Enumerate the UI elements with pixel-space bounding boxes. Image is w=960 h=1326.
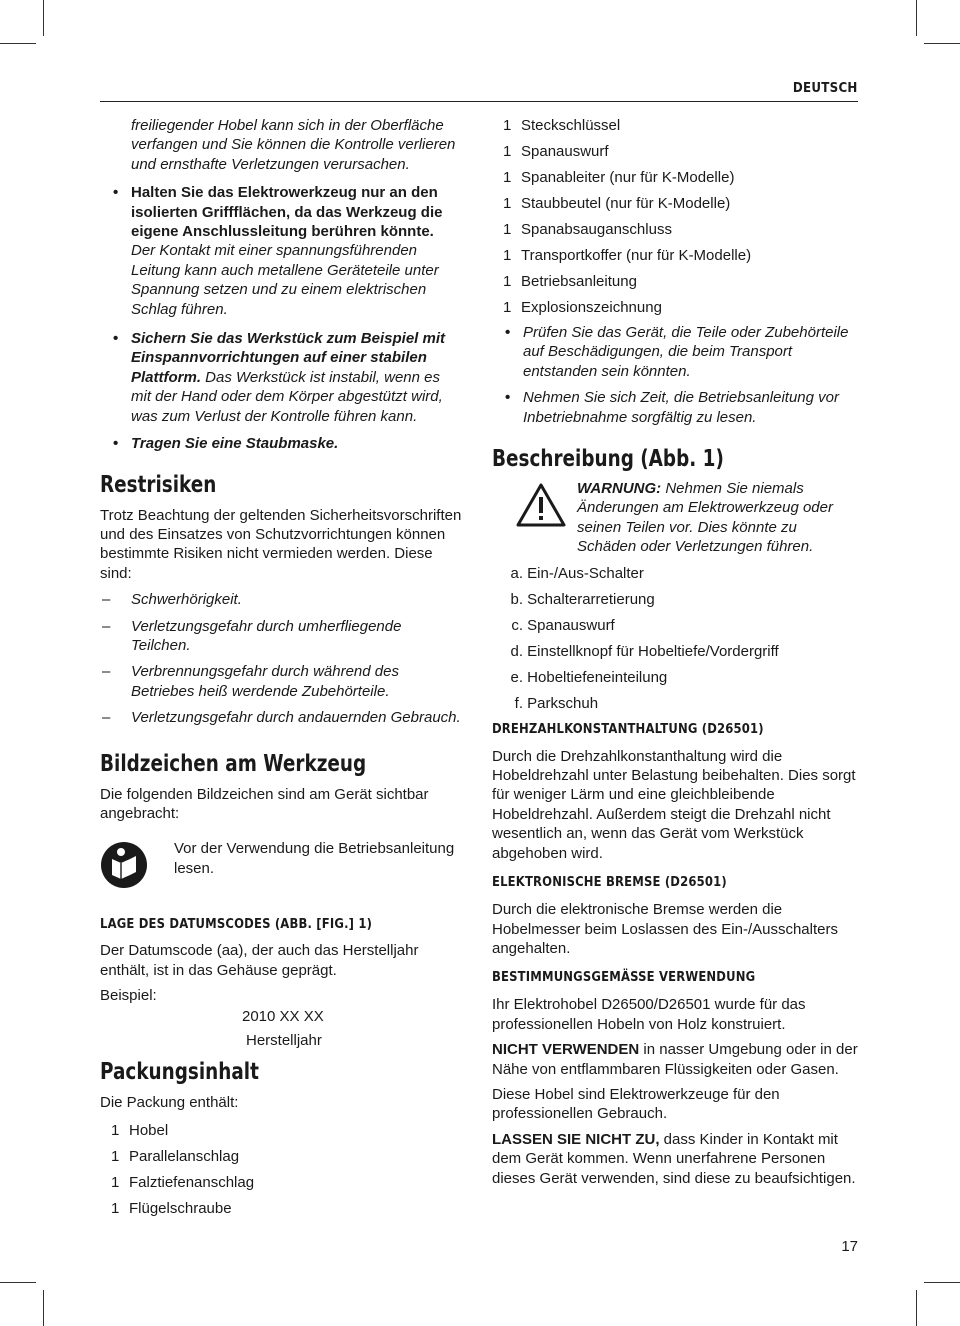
part-label: Parkschuh (527, 694, 599, 712)
bullet-dot: • (113, 435, 119, 453)
package-item (100, 1173, 462, 1192)
bullet-bold: Halten Sie das Elektrowerkzeug nur an den isolierten Griffflächen, da das Werkzeug die eigene Anschlussleitung berühren könnte. (131, 184, 443, 241)
risk-item-text: Verletzungsgefahr durch umherfliegende Teilchen. (131, 617, 402, 654)
example-value: 2010 XX XX (242, 1008, 324, 1026)
crop-mark (0, 1282, 36, 1283)
part-item (492, 616, 860, 635)
bullet-bold: Sichern Sie das Werkstück zum Beispiel mit Einspannvorrichtungen auf einer stabilen Plattform. (131, 330, 446, 386)
section-title-drehzahl: DREHZAHLKONSTANTHALTUNG (D26501) (492, 720, 764, 737)
body: in nasser Umgebung oder in der Nähe von entflammbaren Flüssigkeiten oder Gasen. (492, 1041, 858, 1078)
section-title-bildzeichen: Bildzeichen am Werkzeug (100, 750, 367, 777)
part-label: Schalterarretierung (527, 590, 655, 608)
part-key: b. (510, 590, 523, 608)
symbol-row (100, 841, 462, 901)
bullet-text: Prüfen Sie das Gerät, die Teile oder Zubehörteile auf Beschädigungen, die beim Transport entstanden sein könnten. (523, 324, 849, 380)
package-item (492, 168, 860, 187)
intro-text: freiliegender Hobel kann sich in der Oberfläche verfangen und Sie können die Kontrolle verlieren und ernsthafte Verletzungen verursachen. (131, 117, 456, 173)
body: dass Kinder in Kontakt mit dem Gerät kommen. Wenn unerfahrene Personen dieses Gerät verwenden, sind diese zu beaufsichtigen. (492, 1130, 856, 1187)
bullet-dot: • (113, 184, 119, 202)
section-title-verwendung: BESTIMMUNGSGEMÄSSE VERWENDUNG (492, 969, 756, 986)
package-list (100, 1121, 462, 1218)
bullet-text: Nehmen Sie sich Zeit, die Betriebsanleitung vor Inbetriebnahme sorgfältig zu lesen. (523, 389, 839, 426)
bullet-text: Der Kontakt mit einer spannungsführenden Leitung kann auch metallene Geräteteile unter Spannung setzen und zu einem elektrischen Schlag führen. (131, 242, 439, 318)
section-title-restrisiken: Restrisiken (100, 471, 217, 498)
datumscode-text: Der Datumscode (aa), der auch das Herstelljahr enthält, ist in das Gehäuse geprägt. (100, 942, 419, 979)
section-title-bremse: ELEKTRONISCHE BREMSE (D26501) (492, 874, 727, 891)
part-key: c. (511, 616, 523, 634)
item-count: 1 (503, 169, 512, 186)
restrisiken-text: Trotz Beachtung der geltenden Sicherheitsvorschriften und des Einsatzes von Schutzvorrichtungen können bestimmte Risiken nicht vermieden werden. Diese sind: (100, 506, 462, 582)
risk-list (100, 590, 462, 727)
package-list-continued (492, 116, 860, 317)
verwendung-text-1: Ihr Elektrohobel D26500/D26501 wurde für das professionellen Hobeln von Holz konstruiert. (492, 996, 806, 1033)
risk-item: – Verletzungsgefahr durch umherfliegende Teilchen. (102, 617, 402, 654)
package-item (100, 1121, 462, 1140)
item-count: 1 (503, 117, 512, 134)
symbol-text: Vor der Verwendung die Betriebsanleitung lesen. (174, 840, 455, 877)
verwendung-text-3: Diese Hobel sind Elektrowerkzeuge für den professionellen Gebrauch. (492, 1085, 780, 1123)
part-item (492, 694, 860, 713)
bullet-text: Das Werkstück ist instabil, wenn es mit der Hand oder dem Körper abgestützt wird, was zum Verlust der Kontrolle führen kann. (131, 368, 443, 425)
crop-mark (43, 0, 44, 36)
packung-text: Die Packung enthält: (100, 1094, 239, 1112)
item-count: 1 (503, 221, 512, 238)
safety-bullet (100, 329, 462, 426)
part-item (492, 642, 860, 661)
part-key: d. (510, 642, 523, 660)
crop-mark (924, 43, 960, 44)
right-column (492, 116, 860, 1188)
warning-block (492, 479, 860, 557)
package-item (492, 246, 860, 265)
item-count: 1 (503, 299, 512, 316)
item-label: Explosionszeichnung (521, 299, 662, 316)
item-label: Flügelschraube (129, 1199, 232, 1217)
check-bullet: • Prüfen Sie das Gerät, die Teile oder Zubehörteile auf Beschädigungen, die beim Transport entstanden sein könnten. (505, 324, 849, 380)
part-key: e. (510, 668, 523, 686)
check-bullet: • Nehmen Sie sich Zeit, die Betriebsanleitung vor Inbetriebnahme sorgfältig zu lesen. (505, 389, 839, 426)
drehzahl-text: Durch die Drehzahlkonstanthaltung wird die Hobeldrehzahl unter Belastung beibehalten. Dies sorgt für weniger Lärm und eine gleichbleibende Hobeldrehzahl. Außerdem steigt die Drehzahl nicht wesentlich an, wenn das Gerät vom Werkstück abgehoben wird. (492, 747, 856, 862)
item-count: 1 (111, 1121, 120, 1139)
item-count: 1 (503, 247, 512, 264)
safety-bullets (100, 183, 462, 453)
item-label: Spanauswurf (521, 143, 609, 160)
package-item (492, 272, 860, 291)
section-title-packung: Packungsinhalt (100, 1059, 259, 1086)
crop-mark (43, 1290, 44, 1326)
part-item (492, 564, 860, 583)
item-label: Spanableiter (nur für K-Modelle) (521, 169, 735, 186)
item-label: Spanabsauganschluss (521, 221, 672, 238)
crop-mark (0, 43, 36, 44)
package-item (492, 116, 860, 135)
part-key: a. (510, 564, 523, 582)
item-label: Hobel (129, 1121, 169, 1139)
emphasis: LASSEN SIE NICHT ZU, (492, 1130, 660, 1148)
warning-triangle-icon (516, 483, 566, 527)
item-label: Steckschlüssel (521, 117, 621, 134)
verwendung-text-4 (492, 1130, 860, 1188)
part-label: Hobeltiefeneinteilung (527, 668, 668, 686)
crop-mark (916, 0, 917, 36)
crop-mark (924, 1282, 960, 1283)
item-label: Betriebsanleitung (521, 273, 637, 290)
section-title-beschreibung: Beschreibung (Abb. 1) (492, 446, 724, 473)
bullet-dot: • (113, 330, 119, 348)
item-count: 1 (503, 143, 512, 160)
item-label: Falztiefenanschlag (129, 1173, 255, 1191)
item-count: 1 (111, 1173, 120, 1191)
example-block (100, 986, 462, 1048)
safety-bullet (100, 434, 462, 453)
warning-text (577, 479, 860, 557)
item-label: Transportkoffer (nur für K-Modelle) (521, 247, 752, 264)
risk-item: – Schwerhörigkeit. (102, 591, 242, 609)
risk-item: – Verletzungsgefahr durch andauernden Gebrauch. (102, 709, 461, 727)
header-rule (100, 101, 858, 102)
warning-label: WARNUNG: (577, 480, 662, 498)
part-item (492, 668, 860, 687)
example-caption: Herstelljahr (246, 1032, 322, 1050)
risk-item-text: Verbrennungsgefahr durch während des Betriebes heiß werdende Zubehörteile. (131, 663, 399, 700)
safety-bullet (100, 183, 462, 319)
part-label: Ein-/Aus-Schalter (527, 564, 644, 582)
risk-item-text: Schwerhörigkeit. (131, 591, 242, 609)
part-item (492, 590, 860, 609)
section-title-datumscode: LAGE DES DATUMSCODES (ABB. [FIG.] 1) (100, 916, 373, 933)
package-item (492, 220, 860, 239)
item-count: 1 (111, 1147, 120, 1165)
left-column (100, 116, 462, 1225)
package-item (492, 298, 860, 317)
package-item (492, 142, 860, 161)
item-count: 1 (111, 1199, 120, 1217)
check-bullets (492, 323, 860, 427)
bullet-bold: Tragen Sie eine Staubmaske. (131, 435, 339, 453)
read-manual-icon (100, 841, 148, 889)
item-count: 1 (503, 195, 512, 212)
part-label: Spanauswurf (527, 616, 615, 634)
part-key: f. (514, 694, 523, 712)
item-label: Parallelanschlag (129, 1147, 240, 1165)
verwendung-text-2 (492, 1040, 860, 1079)
package-item (492, 194, 860, 213)
emphasis: NICHT VERWENDEN (492, 1041, 640, 1059)
parts-list (492, 564, 860, 713)
warning-body: Nehmen Sie niemals Änderungen am Elektrowerkzeug oder seinen Teilen vor. Dies könnte zu Schäden oder Verletzungen führen. (577, 480, 833, 556)
bildzeichen-text: Die folgenden Bildzeichen sind am Gerät sichtbar angebracht: (100, 785, 429, 822)
package-item (100, 1199, 462, 1218)
risk-item-text: Verletzungsgefahr durch andauernden Gebrauch. (131, 709, 461, 727)
example-label: Beispiel: (100, 987, 157, 1005)
language-label: DEUTSCH (793, 80, 858, 96)
bremse-text: Durch die elektronische Bremse werden die Hobelmesser beim Loslassen des Ein-/Ausschalters angehalten. (492, 901, 838, 957)
risk-item: – Verbrennungsgefahr durch während des Betriebes heiß werdende Zubehörteile. (102, 663, 399, 700)
item-count: 1 (503, 273, 512, 290)
page-number: 17 (841, 1238, 858, 1255)
part-label: Einstellknopf für Hobeltiefe/Vordergriff (527, 642, 779, 660)
item-label: Staubbeutel (nur für K-Modelle) (521, 195, 731, 212)
package-item (100, 1147, 462, 1166)
crop-mark (916, 1290, 917, 1326)
